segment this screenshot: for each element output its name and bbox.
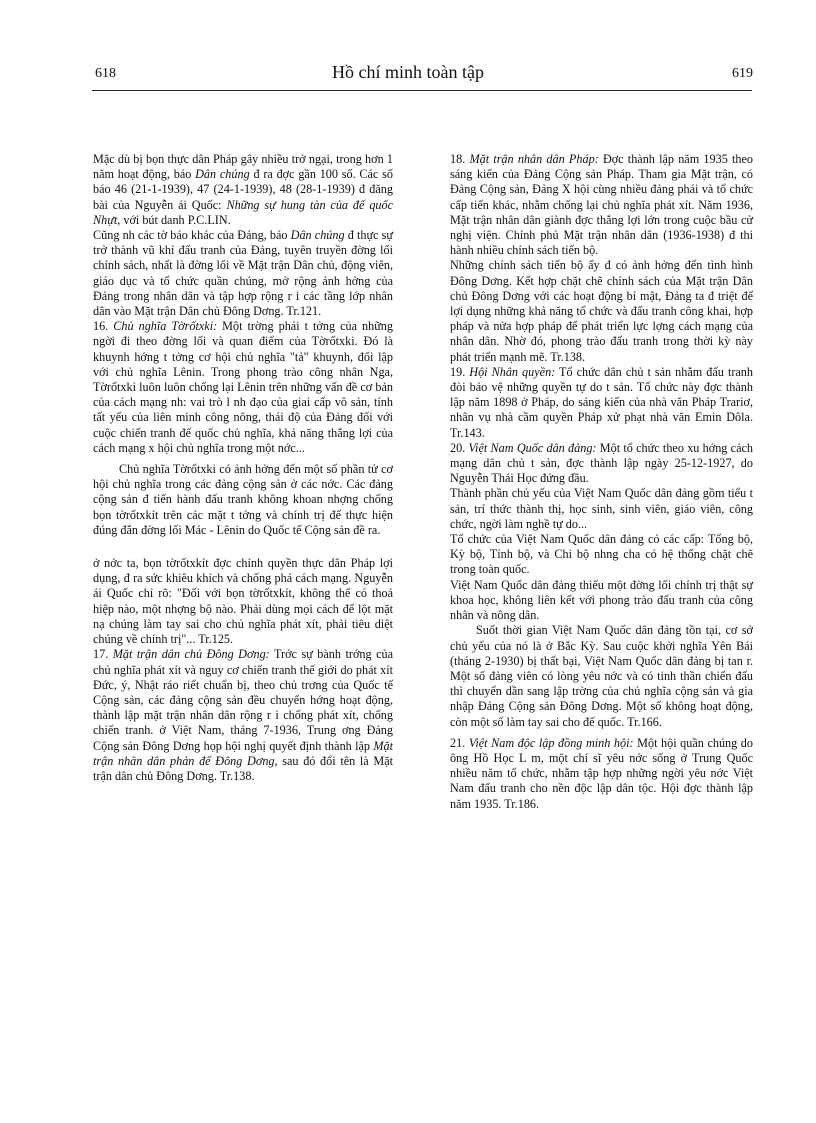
- note-paragraph: Thành phần chủ yếu của Việt Nam Quốc dân đảng gồm tiểu t sản, trí thức thành thị, học sinh, sinh viên, giáo viên, công chức, ngời làm nghề tự do...: [450, 486, 753, 531]
- note-18: 18. Mặt trận nhân dân Pháp: Đợc thành lập năm 1935 theo sáng kiến của Đảng Cộng sản Pháp. Tham gia Mặt trận, có Đảng Cộng sản, Đảng X hội cùng nhiều đảng phái và tổ chức cấp tiến khác, nhằm chống lại chủ nghĩa phát xít. Năm 1936, Mặt trận nhân dân giành đợc thắng lợi lớn trong cuộc bầu cử nghị viện. Chính phủ Mặt trận nhân dân (1936-1938) đ thi hành nhiều chính sách tiến bộ.: [450, 152, 753, 258]
- note-paragraph: Mặc dù bị bọn thực dân Pháp gây nhiều trở ngại, trong hơn 1 năm hoạt động, báo Dân chúng đ ra đợc gần 100 số. Các số báo 46 (21-1-1939), 47 (24-1-1939), 48 (28-1-1939) đ đăng bài của Nguyễn ái Quốc: Những sự hung tàn của đế quốc Nhựt, với bút danh P.C.LIN.: [93, 152, 394, 227]
- note-paragraph: Tổ chức của Việt Nam Quốc dân đảng có các cấp: Tổng bộ, Kỳ bộ, Tỉnh bộ, và Chi bộ nhng cha có hệ thống chặt chẽ trong toàn quốc.: [450, 532, 753, 577]
- note-20: 20. Việt Nam Quốc dân đảng: Một tổ chức theo xu hớng cách mạng dân chủ t sản, đợc thành lập ngày 25-12-1927, do Nguyễn Thái Học đứng đầu.: [450, 440, 753, 486]
- running-title: Hồ chí minh toàn tập: [332, 62, 484, 82]
- note-paragraph: Chủ nghĩa Tờrốtxki có ảnh hởng đến một số phần tử cơ hội chủ nghĩa trong các đảng cộng sản ở các nớc. Các đảng cộng sản đ tiến hành đấu tranh không khoan nhợng chống bọn tờrốtxkít trên các mặt t tởng và chính trị để thực hiện đúng đắn đờng lối Mác - Lênin do Quốc tế Cộng sản đề ra.: [93, 462, 393, 537]
- right-page-number: 619: [732, 66, 753, 81]
- note-paragraph: Suốt thời gian Việt Nam Quốc dân đảng tồn tại, cơ sở chủ yếu của nó là ở Bắc Kỳ. Sau cuộc khởi nghĩa Yên Bái (tháng 2-1930) bị thất bại, Việt Nam Quốc dân đảng bị tan r. Một số đảng viên có lòng yêu nớc và có tinh thần chiến đấu thì chuyển dần sang lập trờng của chủ nghĩa cộng sản và gia nhập Đảng Cộng sản Đông Dơng. Một số không hoạt động, còn một số làm tay sai cho đế quốc. Tr.166.: [450, 623, 753, 729]
- note-21: 21. Việt Nam độc lập đồng minh hội: Một hội quần chúng do ông Hồ Học L m, một chí sĩ yêu nớc sống ở Trung Quốc nhiều năm tổ chức, nhằm tập hợp những ngời yêu nớc Việt Nam đấu tranh cho nền độc lập dân tộc. Hội đợc thành lập năm 1935. Tr.186.: [450, 735, 753, 811]
- note-paragraph: ở nớc ta, bọn tờrốtxkít đợc chính quyền thực dân Pháp lợi dụng, đ ra sức khiêu khích và chống phá cách mạng. Nguyễn ái Quốc chỉ rõ: "Đối với bọn tờrốtxkít, không thể có thoả hiệp nào, một nhợng bộ nào. Phải dùng mọi cách để lột mặt nạ chúng làm tay sai cho chủ nghĩa phát xít, phải tiêu diệt chúng về chính trị"... Tr.125.: [93, 556, 393, 647]
- note-17: 17. Mặt trận dân chủ Đông Dơng: Trớc sự bành trớng của chủ nghĩa phát xít và nguy cơ chiến tranh thế giới do phát xít Đức, ý, Nhật ráo riết chuẩn bị, theo chủ trơng của Quốc tế Cộng sản, các đảng cộng sản đều chuyển hớng hoạt động, thành lập mặt trận nhân dân rộng r i chống phát xít, chống chiến tranh. ở Việt Nam, tháng 7-1936, Trung ơng Đảng Cộng sản Đông Dơng họp hội nghị quyết định thành lập Mặt trận nhân dân phản đế Đông Dơng, sau đó đổi tên là Mặt trận dân chủ Đông Dơng. Tr.138.: [93, 647, 393, 783]
- note-paragraph: Việt Nam Quốc dân đảng thiếu một đờng lối chính trị thật sự khoa học, không liên kết với phong trào đấu tranh của công nhân và nông dân.: [450, 577, 753, 623]
- right-column: [450, 152, 753, 812]
- note-19: 19. Hội Nhân quyền: Tổ chức dân chủ t sản nhằm đấu tranh đòi bảo vệ những quyền tự do t sản. Tổ chức này đợc thành lập năm 1898 ở Pháp, do sáng kiến của nhà văn Pháp Trariơ, nhân vụ nhà cầm quyền Pháp xử phạt nhà văn Emin Dôla. Tr.143.: [450, 364, 753, 440]
- left-column: [93, 152, 393, 784]
- note-paragraph: Cũng nh các tờ báo khác của Đảng, báo Dân chúng đ thực sự trở thành vũ khí đấu tranh của Đảng, tuyên truyền đờng lối chính sách, nhất là đờng lối về Mặt trận Dân chủ, động viên, giáo dục và tổ chức quần chúng, mở rộng ảnh hởng của Đảng trong nhân dân và tập hợp rộng r i các tầng lớp nhân dân vào Mặt trận Dân chủ Đông Dơng. Tr.121.: [93, 228, 394, 319]
- note-16: 16. Chủ nghĩa Tờrốtxki: Một trờng phái t tởng của những ngời đi theo đờng lối và quan điểm của Tờrốtxki. Đó là khuynh hớng t tởng cơ hội chủ nghĩa "tả" khuynh, đối lập với chủ nghĩa Lênin. Trong phong trào công nhân Nga, Tờrốtxki luôn luôn chống lại Lênin trên những vấn đề cơ bản của cách mạng nh: vai trò l nh đạo của giai cấp vô sản, tính tất yếu của liên minh công nông, thái độ của Đảng đối với cuộc chiến tranh đế quốc chủ nghĩa, khả năng thắng lợi của cách mạng x hội chủ nghĩa trong một nớc...: [93, 319, 393, 455]
- header-rule: [92, 90, 752, 91]
- note-paragraph: Những chính sách tiến bộ ấy đ có ảnh hởng đến tình hình Đông Dơng. Kết hợp chặt chẽ chính sách của Mặt trận Dân chủ Đông Dơng với các hoạt động bí mật, Đảng ta đ triệt để lợi dụng những khả năng tổ chức và đấu tranh công khai, hợp pháp và nửa hợp pháp để phát triển lực lợng cách mạng của nhân dân. Nhờ đó, phong trào đấu tranh trong thời kỳ này phát triển mạnh mẽ. Tr.138.: [450, 258, 753, 364]
- left-page-number: 618: [95, 66, 116, 81]
